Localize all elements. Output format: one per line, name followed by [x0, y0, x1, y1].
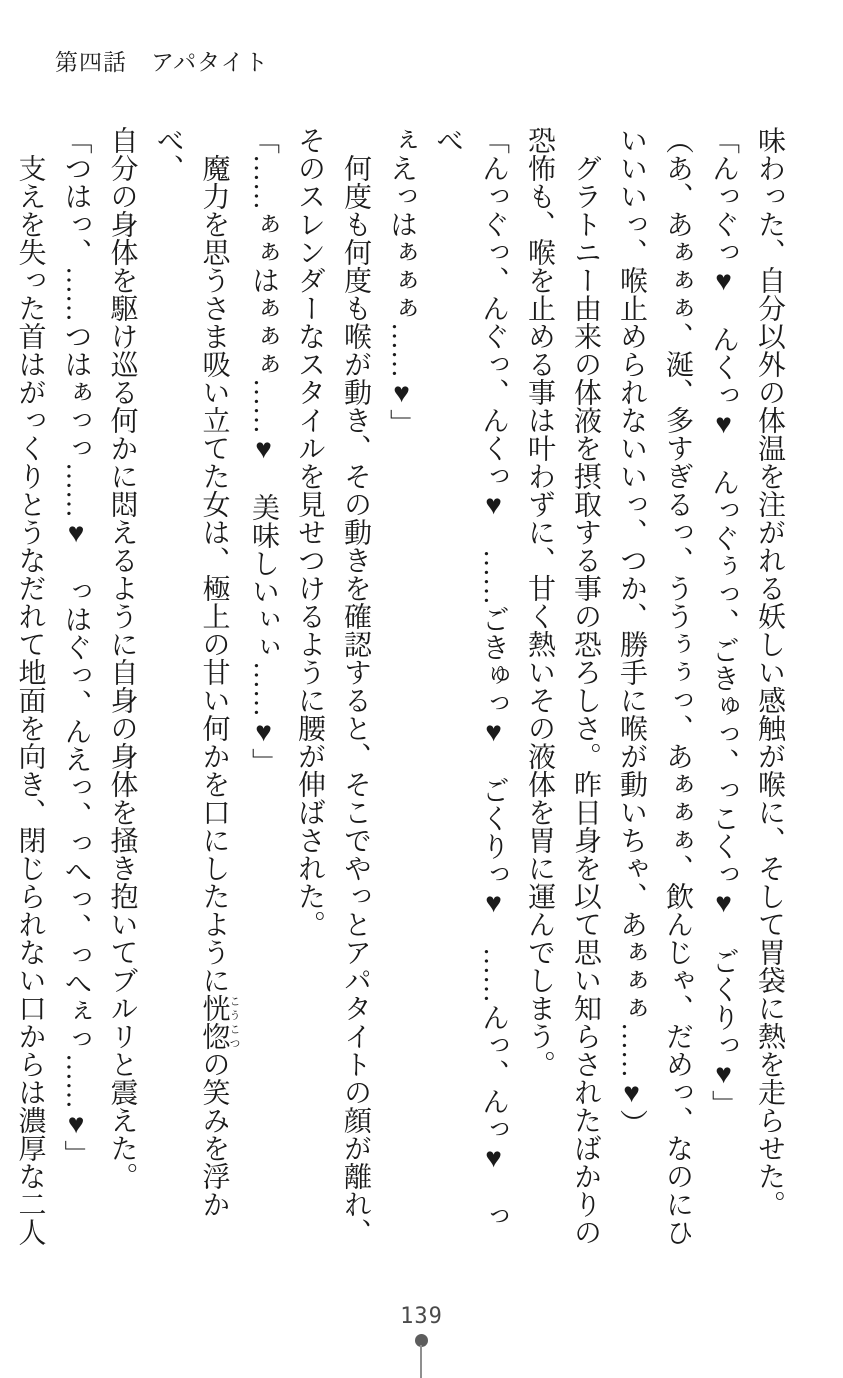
text-column: いいいっ、喉止められないいっ、つか、勝手に喉が動いちゃ、あぁぁぁ……♥）: [616, 126, 647, 1137]
text-column: [0, 126, 7, 1256]
text-column: グラトニー由来の体液を摂取する事の恐ろしさ。昨日身を以て思い知らされたばかりの: [570, 154, 601, 1246]
text-column: （あ、あぁぁぁ、涎、多すぎるっ、ううぅぅっ、あぁぁぁ、飲んじゃ、だめっ、なのにひ: [662, 126, 693, 1246]
text-column: そのスレンダーなスタイルを見せつけるように腰が伸ばされた。: [294, 126, 325, 938]
text-column: 「……ぁぁはぁぁぁ……♥ 美味しいぃぃ……♥」: [248, 126, 279, 776]
chapter-title: 第四話 アパタイト: [55, 50, 269, 75]
text-column: 「んっぐっ♥ んくっ♥ んっぐぅっ、ごきゅっ、っこくっ♥ ごくりっ♥」: [708, 126, 739, 1118]
text-column: 「つはっ、……つはぁっっ……♥ っはぐっ、んえっ、っへっ、っへぇっ……♥」: [60, 126, 92, 1168]
text-column: 支えを失った首はがっくりとうなだれて地面を向き、閉じられない口からは濃厚な二人: [14, 154, 46, 1246]
text-column: 自分の身体を駆け巡る何かに悶えるように自身の身体を掻き抱いてブルリと震えた。: [106, 126, 138, 1190]
page-number: 139: [400, 1304, 443, 1329]
text-column: 恐怖も、喉を止める事は叶わずに、甘く熱いその液体を胃に運んでしまう。: [524, 126, 555, 1078]
text-column: ぇえっはぁぁぁ……♥」: [386, 126, 417, 437]
text-column: 味わった、自分以外の体温を注がれる妖しい感触が喉に、そして胃袋に熱を走らせた。: [754, 126, 785, 1218]
text-column: 魔力を思うさま吸い立てた女は、極上の甘い何かを口にしたように恍惚こうこつの笑みを浮かべ、: [152, 126, 240, 1218]
footer-line: [420, 1345, 422, 1378]
text-column: 「んっぐっ、んぐっ、んくっ♥ ……ごきゅっ♥ ごくりっ♥ ……んっ、んっ♥ っべ: [432, 126, 509, 1230]
text-column: 何度も何度も喉が動き、その動きを確認すると、そこでやっとアパタイトの顔が離れ、: [340, 154, 371, 1246]
ruby-annotated-word: 恍惚こうこつ: [198, 994, 240, 1050]
page-footer: [0, 1304, 843, 1329]
text-columns: [14, 126, 792, 1262]
